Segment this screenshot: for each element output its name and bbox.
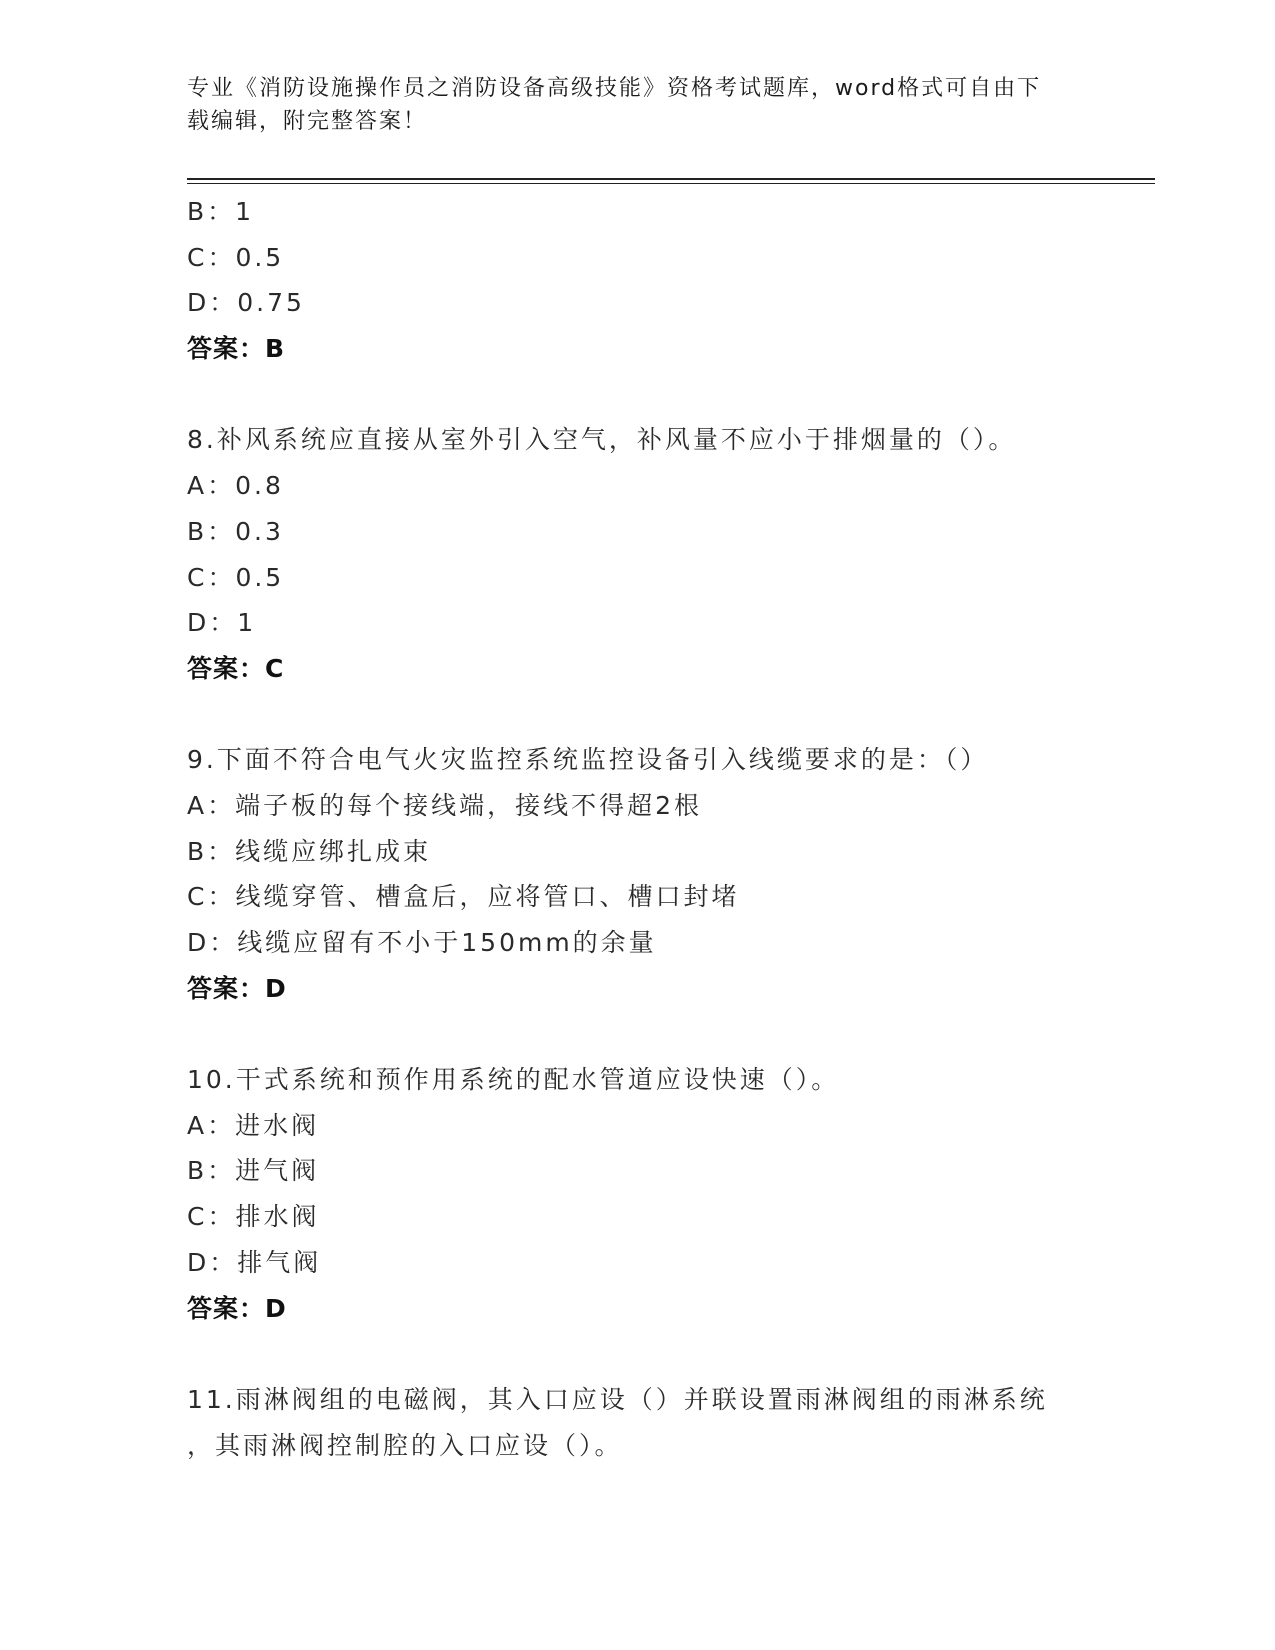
- question-10: [187, 1057, 1155, 1331]
- option-c: C：线缆穿管、槽盒后，应将管口、槽口封堵: [187, 882, 740, 912]
- header-divider-thick: [187, 178, 1155, 180]
- spacer: [187, 1011, 1155, 1057]
- option-a: A：0.8: [187, 471, 284, 501]
- option-b: B：1: [187, 197, 255, 226]
- option-c: C：0.5: [187, 562, 285, 592]
- document-header: [187, 72, 1067, 138]
- option-b: B：线缆应绑扎成束: [187, 836, 432, 866]
- spacer: [187, 1331, 1155, 1377]
- header-line-2: 载编辑，附完整答案！: [187, 109, 428, 134]
- question-7-tail: [187, 189, 1155, 372]
- option-d: D：0.75: [187, 288, 305, 318]
- answer-line: 答案：C: [187, 653, 285, 683]
- question-text: 10.干式系统和预作用系统的配水管道应设快速（）。: [187, 1065, 840, 1095]
- option-a: A：进水阀: [187, 1110, 320, 1140]
- question-text-line-1: 11.雨淋阀组的电磁阀，其入口应设（）并联设置雨淋阀组的雨淋系统: [187, 1384, 1048, 1414]
- header-line-1: 专业《消防设施操作员之消防设备高级技能》资格考试题库，word格式可自由下: [187, 76, 1042, 101]
- option-c: C：0.5: [187, 242, 285, 272]
- option-d: D：线缆应留有不小于150mm的余量: [187, 928, 657, 957]
- option-a: A：端子板的每个接线端，接线不得超2根: [187, 790, 703, 820]
- question-text-line-2: ，其雨淋阀控制腔的入口应设（）。: [187, 1430, 623, 1460]
- answer-line: 答案：D: [187, 973, 287, 1003]
- answer-line: 答案：B: [187, 334, 286, 364]
- question-text: 9.下面不符合电气火灾监控系统监控设备引入线缆要求的是：（）: [187, 745, 989, 775]
- header-divider-thin: [187, 183, 1155, 184]
- question-text: 8.补风系统应直接从室外引入空气，补风量不应小于排烟量的（）。: [187, 425, 1017, 455]
- spacer: [187, 372, 1155, 418]
- option-d: D：1: [187, 608, 257, 638]
- question-11: [187, 1377, 1155, 1468]
- question-8: [187, 417, 1155, 691]
- answer-line: 答案：D: [187, 1293, 287, 1323]
- option-d: D：排气阀: [187, 1247, 322, 1277]
- question-list: [187, 189, 1155, 1468]
- spacer: [187, 692, 1155, 738]
- option-b: B：0.3: [187, 516, 284, 546]
- option-b: B：进气阀: [187, 1156, 320, 1186]
- option-c: C：排水阀: [187, 1202, 320, 1232]
- question-9: [187, 737, 1155, 1011]
